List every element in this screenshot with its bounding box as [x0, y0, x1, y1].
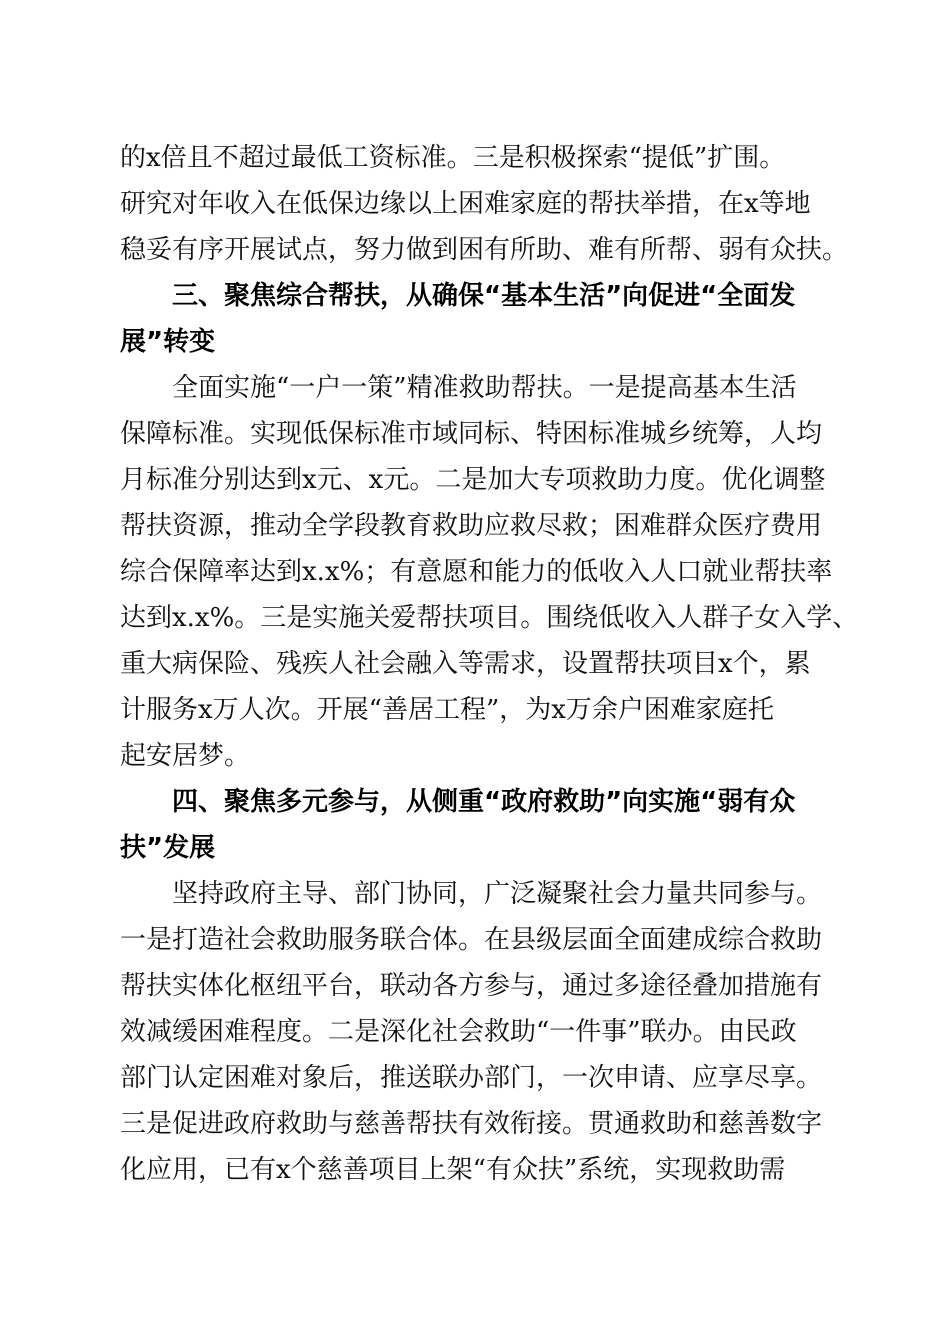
body-text-line: 全面实施“一户一策”精准救助帮扶。一是提高基本生活	[172, 373, 797, 403]
body-text-line: 月标准分别达到x元、x元。二是加大专项救助力度。优化调整	[120, 465, 826, 495]
body-text-line: 帮扶资源，推动全学段教育救助应救尽救；困难群众医疗费用	[120, 511, 823, 541]
body-text-line: 稳妥有序开展试点，努力做到困有所助、难有所帮、弱有众扶。	[120, 235, 849, 265]
body-text-line: 保障标准。实现低保标准市域同标、特困标准城乡统筹，人均	[120, 419, 823, 449]
body-text-line: 帮扶实体化枢纽平台，联动各方参与，通过多途径叠加措施有	[120, 971, 823, 1001]
body-text-line: 效减缓困难程度。二是深化社会救助“一件事”联办。由民政	[120, 1017, 797, 1047]
body-text-line: 坚持政府主导、部门协同，广泛凝聚社会力量共同参与。	[172, 879, 823, 909]
body-text-line: 三是促进政府救助与慈善帮扶有效衔接。贯通救助和慈善数字	[120, 1109, 823, 1139]
body-text-line: 综合保障率达到x.x%；有意愿和能力的低收入人口就业帮扶率	[120, 557, 833, 587]
body-text-line: 重大病保险、残疾人社会融入等需求，设置帮扶项目x个，累	[120, 649, 811, 679]
section-heading: 三、聚焦综合帮扶，从确保“基本生活”向促进“全面发	[172, 281, 796, 311]
section-heading: 展”转变	[120, 327, 216, 357]
body-text-line: 达到x.x%。三是实施关爱帮扶项目。围绕低收入人群子女入学、	[120, 603, 859, 633]
body-text-line: 部门认定困难对象后，推送联办部门，一次申请、应享尽享。	[120, 1063, 823, 1093]
body-text-line: 起安居梦。	[120, 741, 251, 771]
body-text-line: 研究对年收入在低保边缘以上困难家庭的帮扶举措，在x等地	[120, 189, 811, 219]
body-text-line: 化应用，已有x个慈善项目上架“有众扶”系统，实现救助需	[120, 1155, 786, 1185]
body-text-line: 的x倍且不超过最低工资标准。三是积极探索“提低”扩围。	[120, 143, 786, 173]
section-heading: 四、聚焦多元参与，从侧重“政府救助”向实施“弱有众	[172, 787, 796, 817]
body-text-line: 计服务x万人次。开展“善居工程”，为x万余户困难家庭托	[120, 695, 774, 725]
section-heading: 扶”发展	[120, 833, 216, 863]
body-text-line: 一是打造社会救助服务联合体。在县级层面全面建成综合救助	[120, 925, 823, 955]
